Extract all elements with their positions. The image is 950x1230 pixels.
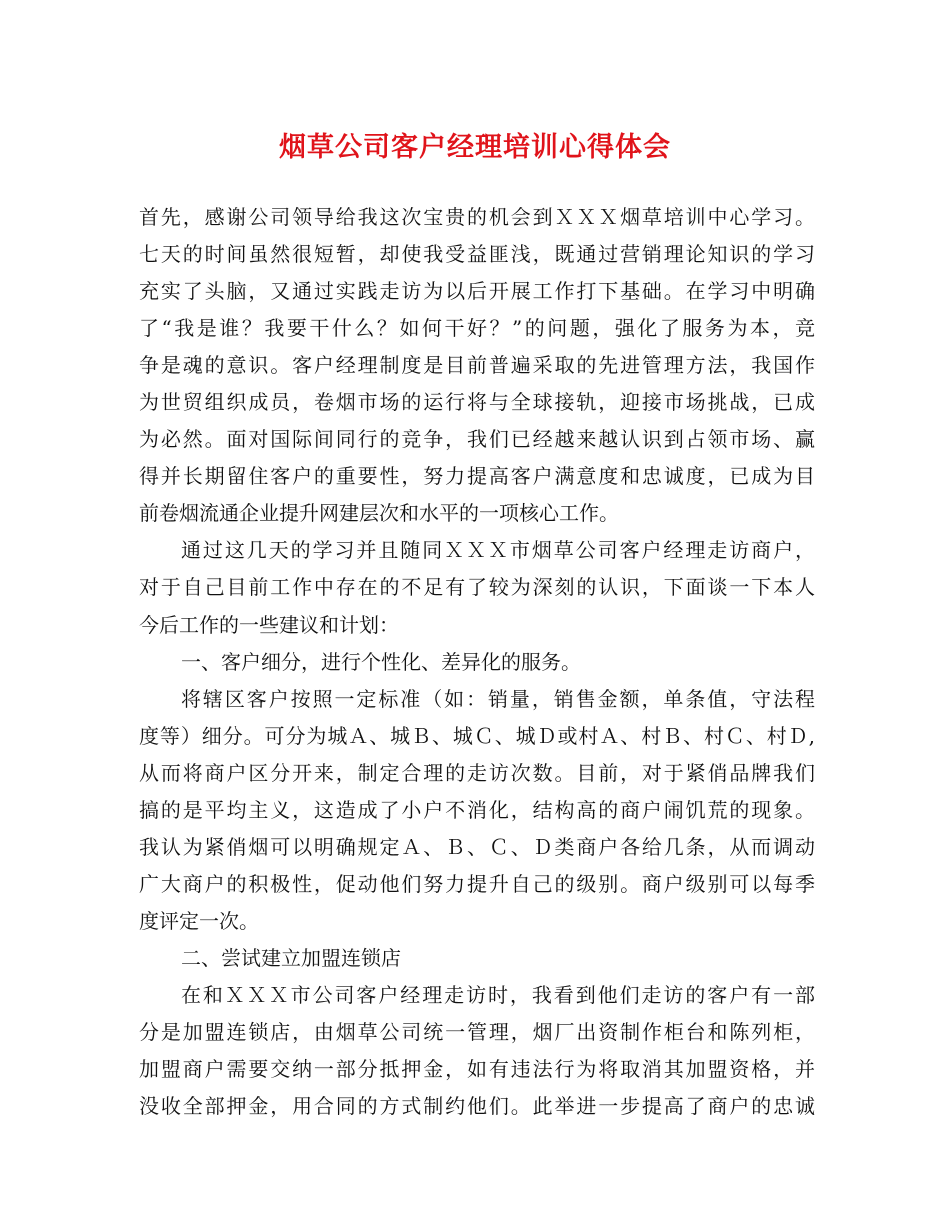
body-text-line: 广大商户的积极性，促动他们努力提升自己的级别。商户级别可以每季	[139, 871, 815, 896]
body-text-line: 七天的时间虽然很短暂，却使我受益匪浅，既通过营销理论知识的学习	[139, 242, 815, 267]
body-text-line: 对于自己目前工作中存在的不足有了较为深刻的认识，下面谈一下本人	[139, 575, 815, 600]
body-text-line: 为必然。面对国际间同行的竞争，我们已经越来越认识到占领市场、赢	[139, 427, 815, 452]
body-text-line: 充实了头脑，又通过实践走访为以后开展工作打下基础。在学习中明确	[139, 279, 815, 304]
body-text-line: 度等）细分。可分为城Ａ、城Ｂ、城Ｃ、城Ｄ或村Ａ、村Ｂ、村Ｃ、村Ｄ,	[139, 723, 815, 748]
body-text-line: 为世贸组织成员，卷烟市场的运行将与全球接轨，迎接市场挑战，已成	[139, 390, 815, 415]
body-text-line: 通过这几天的学习并且随同ＸＸＸ市烟草公司客户经理走访商户，	[181, 538, 815, 563]
body-text-line: 争是魂的意识。客户经理制度是目前普遍采取的先进管理方法，我国作	[139, 353, 815, 378]
body-text-line: 二、尝试建立加盟连锁店	[181, 945, 401, 970]
body-text-line: 前卷烟流通企业提升网建层次和水平的一项核心工作。	[139, 501, 619, 526]
body-text-line: 搞的是平均主义，这造成了小户不消化，结构高的商户闹饥荒的现象。	[139, 797, 815, 822]
body-text-line: 一、客户细分，进行个性化、差异化的服务。	[181, 649, 581, 674]
body-text-line: 今后工作的一些建议和计划：	[139, 612, 399, 637]
body-text-line: 分是加盟连锁店，由烟草公司统一管理，烟厂出资制作柜台和陈列柜，	[139, 1020, 815, 1045]
body-text-line: 首先，感谢公司领导给我这次宝贵的机会到ＸＸＸ烟草培训中心学习。	[139, 205, 815, 229]
body-text-line: 度评定一次。	[139, 908, 259, 933]
body-text-line: 了“我是谁？我要干什么？如何干好？”的问题，强化了服务为本，竞	[139, 316, 815, 341]
body-text-line: 加盟商户需要交纳一部分抵押金，如有违法行为将取消其加盟资格，并	[139, 1057, 815, 1082]
body-text-line: 在和ＸＸＸ市公司客户经理走访时，我看到他们走访的客户有一部	[181, 982, 815, 1007]
document-body	[139, 199, 815, 1125]
body-text-line: 从而将商户区分开来，制定合理的走访次数。目前，对于紧俏品牌我们	[139, 760, 815, 785]
body-text-line: 将辖区客户按照一定标准（如：销量，销售金额，单条值，守法程	[181, 686, 815, 711]
body-text-line: 我认为紧俏烟可以明确规定Ａ、Ｂ、Ｃ、Ｄ类商户各给几条，从而调动	[139, 834, 815, 859]
body-text-line: 得并长期留住客户的重要性，努力提高客户满意度和忠诚度，已成为目	[139, 464, 815, 489]
document-title: 烟草公司客户经理培训心得体会	[279, 132, 671, 163]
body-text-line: 没收全部押金，用合同的方式制约他们。此举进一步提高了商户的忠诚	[139, 1094, 815, 1119]
